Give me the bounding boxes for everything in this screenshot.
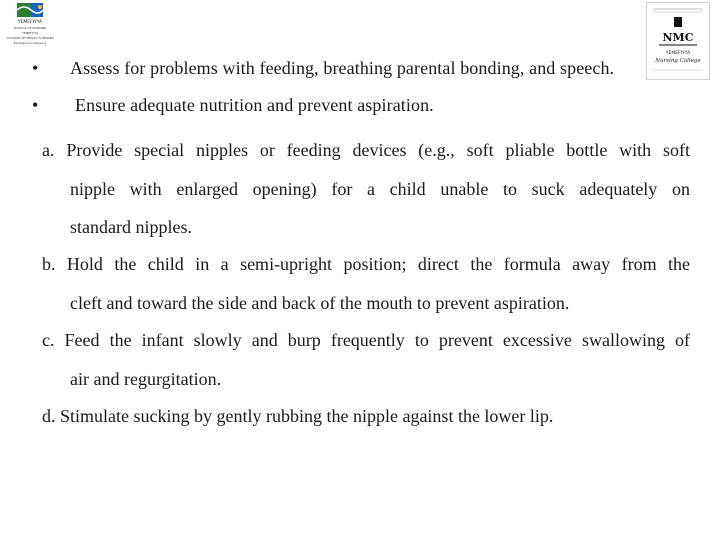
bullet-text: Assess for problems with feeding, breathing parental bonding, and speech. xyxy=(70,58,615,78)
paragraph-line: a. Provide special nipples or feeding devices (e.g., soft pliable bottle with soft xyxy=(42,140,690,160)
left-college-logo xyxy=(4,2,56,48)
logo-right-line: Nursing College xyxy=(655,58,701,64)
bullet-dot-icon: • xyxy=(32,58,39,78)
step-b-paragraph xyxy=(42,245,690,322)
bullet-dot-icon: • xyxy=(32,95,39,115)
logo-left-line: SCHOOL OF NURSING xyxy=(13,26,47,30)
logo-left-line: COLLEGE OF HEALTH SCIENCES xyxy=(6,36,54,40)
logo-right-line: YEMEFIYYA xyxy=(665,51,691,56)
bullet-text: Ensure adequate nutrition and prevent aspiration. xyxy=(75,95,434,115)
paragraph-line: d. Stimulate sucking by gently rubbing the nipple against the lower lip. xyxy=(42,406,554,426)
paragraph-line: b. Hold the child in a semi-upright position; direct the formula away from the xyxy=(42,254,690,274)
logo-left-line: YEMEFIYYA xyxy=(21,31,39,35)
paragraph-line: air and regurgitation. xyxy=(70,368,222,389)
paragraph-line: standard nipples. xyxy=(70,217,192,237)
logo-right-acronym: NMC xyxy=(662,31,694,44)
right-nursing-college-logo xyxy=(646,2,710,80)
paragraph-line: c. Feed the infant slowly and burp frequently to prevent excessive swallowing of xyxy=(42,330,690,350)
logo-left-title: YEMEFIYYA xyxy=(17,20,43,25)
logo-left-line: Excellence in Nursing xyxy=(13,41,47,45)
paragraph-line: cleft and toward the side and back of the mouth to prevent aspiration. xyxy=(70,292,570,313)
bullet-item xyxy=(32,58,614,79)
college-crest-icon xyxy=(4,2,56,48)
step-a-paragraph xyxy=(42,131,690,247)
nursing-college-emblem-icon xyxy=(647,3,709,79)
paragraph-line: nipple with enlarged opening) for a child unable to suck adequately on xyxy=(70,178,690,199)
step-d-paragraph xyxy=(42,397,690,436)
step-c-paragraph xyxy=(42,321,690,398)
bullet-item xyxy=(32,95,434,116)
